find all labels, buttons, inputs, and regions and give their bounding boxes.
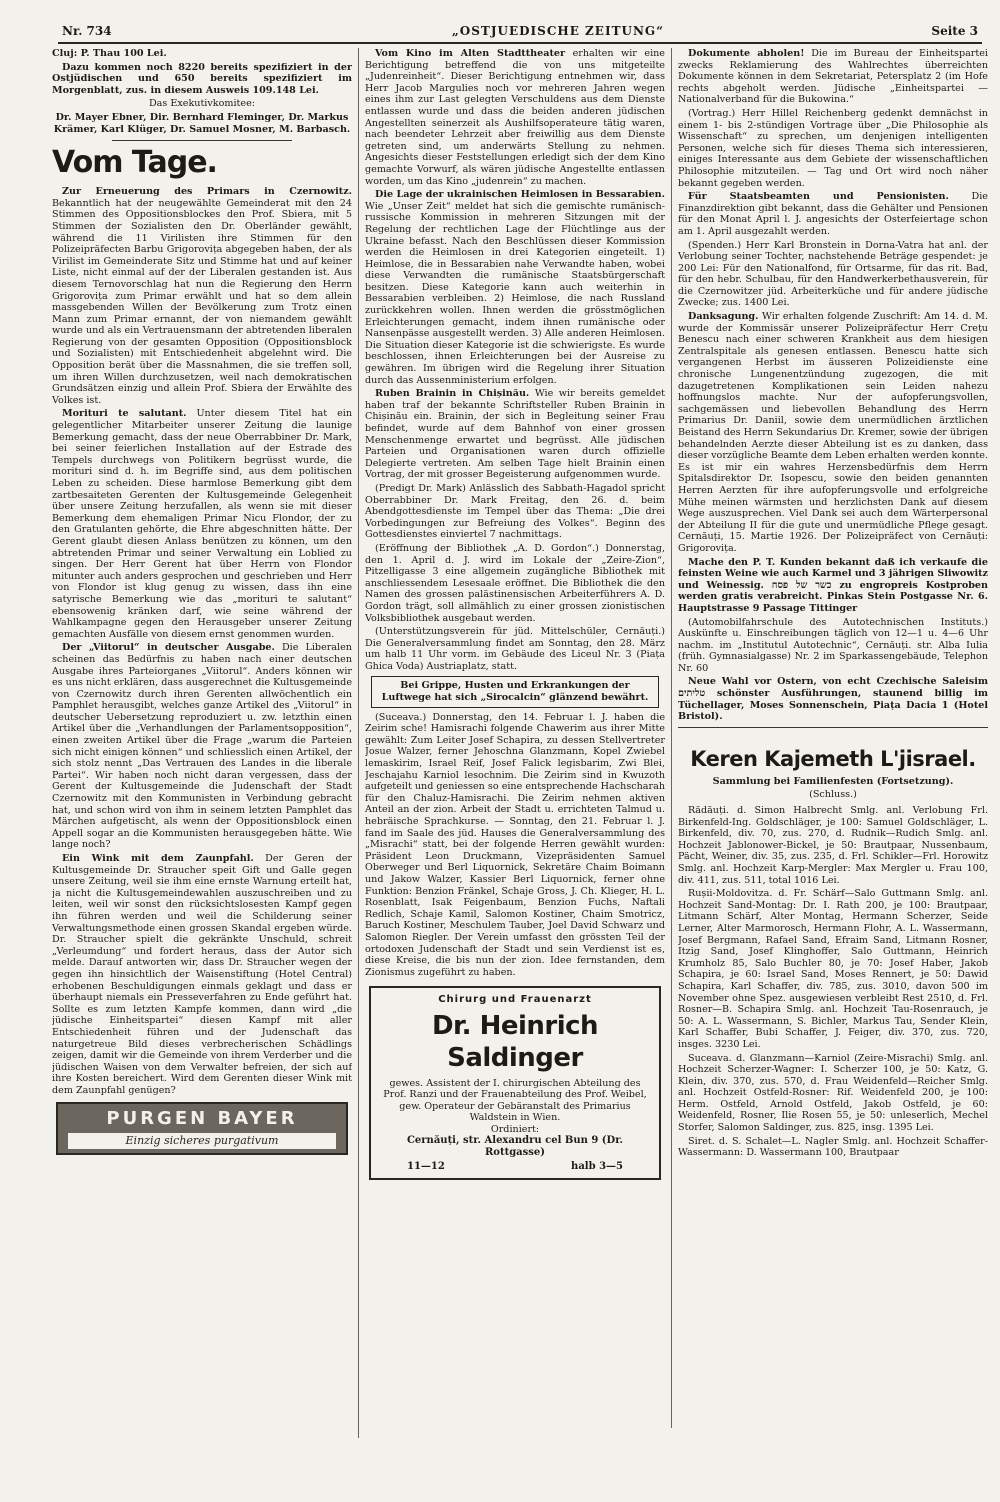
ad-slogan: Einzig sicheres purgativum bbox=[68, 1133, 336, 1149]
notice: (Suceava.) Donnerstag, den 14. Februar l. J. haben die Zeirim sche! Hamisrachi folgende Chawerim aus ihrer Mitte gewählt: Zum Leiter Josef Schapira, zu dessen Stellvertreter Josue Walzer, ferner Jehoschna Glanzmann, Kopel Zwiebel lemaskirim, Israel Reif, Josef Falick legisbarim, Zwi Blei, Jeschajahu Karniol lesochnim. Die Zeirim sind in Kwuzoth aufgeteilt und geniessen so eine entsprechende Hachscharah für den Chaluz-Hamisrachi. Die Zeirim nehmen aktiven Anteil an der zion. Arbeit der Stadt u. errichteten Talmud u. hebräische Sprachkurse. — Sonntag, den 21. Februar l. J. fand im Saale des jüd. Hauses die Generalversammlung des „Misrachi“ statt, bei der folgende Herren gewählt wurden: Präsident Leon Druckmann, Vizepräsidenten Samuel Oberweger und Berl Liquornick, Sekretäre Chaim Boimann und Jakow Walzer, Kassier Berl Liquornick, ferner ohne Funktion: Benzion Fränkel, Schaje Gross, J. Ch. Klieger, H. L. Rosenblatt, Isak Feigenbaum, Benzion Fuchs, Naftali Redlich, Schaje Kamil, Salomon Kostiner, Chaim Smotricz, Baruch Kostiner, Meschulem Tauber, Joel David Schwarz und Salomon Riegler. Der Verein umfasst den grössten Teil der ortodoxen Judenschaft der Stadt und sein Verdienst ist es, diese Kreise, die bis nun der zion. Idee fernstanden, dem Zionismus zugeführt zu haben. bbox=[365, 711, 665, 978]
article bbox=[365, 388, 665, 481]
article-headline: Die Lage der ukrainischen Heimlosen in Bessarabien. bbox=[375, 189, 665, 201]
section-title: Vom Tage. bbox=[52, 145, 217, 181]
article-body: Bekanntlich hat der neugewählte Gemeinderat mit den 24 Stimmen des Oppositionsblockes den Prof. Sbiera, mit 5 Stimmen der Sozialisten den Dr. Oberländer gewählt, während die 11 Virilisten ihre Stimmen für den Polizeipräfecten Barbu Grigorovița abgegeben haben, der als Virilist im Gemeinderate Sitz und Stimme hat und auf keiner Liste, nicht einmal auf der der Liberalen gestanden ist. Aus diesem Ternovorschlag hat nun die Regierung den Herrn Grigorovița zum Primar erwählt und hat so dem allein massgebenden Willen der Bevölkerung zum Trotz einen Mann zum Primar ernannt, der von niemandem gewählt wurde und als ein Vertrauensmann der abtretenden liberalen Regierung von der gesamten Opposition (Oppositionsblock und Sozialisten) mit Entschiedenheit abgelehnt wird. Die Opposition berät über die Massnahmen, die sie treffen soll, um ihren Willen durchzusetzen, weil nach demokratischen Grundsätzen einzig und allein Prof. Sbiera der Erwählte des Volkes ist. bbox=[52, 197, 352, 406]
ad-office-hours bbox=[377, 1159, 653, 1173]
committee-heading: Das Exekutivkomitee: bbox=[148, 98, 255, 110]
article-headline: Dokumente abholen! bbox=[688, 48, 805, 59]
donation-summary: Dazu kommen noch 8220 bereits spezifiziert in der Ostjüdischen und 650 bereits spezifiziert im Morgenblatt, zus. in diesem Ausweis 109.148 Lei. bbox=[52, 61, 352, 96]
article-body: Wir erhalten folgende Zuschrift: Am 14. d. M. wurde der Kommissär unserer Polizeipräfectur Herr Crețu Benescu nach einer schweren Krankheit aus dem hiesigen Zentralspitale als genesen entlassen. Benescu hatte sich vergangenen Herbst im äusseren Polizeidienste eine chronische Lungenentzündung zugezogen, die mit dazugetretenen Komplikationen sein Leiden nahezu hoffnungslos machte. Nur der aufopferungsvollen, sachgemässen und liebevollen Behandlung des Herrn Primarius Dr. Daniil, sowie dem unermüdlichen ärztlichen Beistand des Herrn Sekundarius Dr. Kremer, sowie der übrigen behandelnden Aerzte dieser Abteilung ist es zu danken, dass dieser vorzügliche Beamte dem Leben erhalten werden konnte. Es ist mir ein wahres Herzensbedürfnis dem Herrn Spitalsdirektor Dr. Isopescu, sowie den beiden genannten Herren Aerzten für ihre aufopferungsvolle und erfolgreiche Mühe meinen wärmsten und herzlichsten Dank auf diesem Wege auszusprechen. Viel Dank sei auch dem Wärterpersonal der Abteilung II für die gute und unermüdliche Pflege gesagt. Cernăuți, 15. Martie 1926. Der Polizeipräfect von Cernăuți: Grigorovița. bbox=[678, 311, 988, 554]
committee-members: Dr. Mayer Ebner, Dir. Bernhard Fleminger, Dr. Markus Krämer, Karl Klüger, Dr. Samuel Mosner, M. Barbasch. bbox=[53, 111, 351, 135]
newspaper-title: „OSTJUEDISCHE ZEITUNG“ bbox=[451, 24, 665, 38]
ad-ordiniert-label: Ordiniert: bbox=[490, 1123, 540, 1135]
article-body: Wie wir bereits gemeldet haben traf der bekannte Schriftsteller Ruben Brainin in Chișinău ein. Brainin, der sich in Begleitung seiner Frau befindet, wurde auf dem Bahnhof von einer grossen Menschenmenge erwartet und begrüsst. Alle jüdischen Parteien und Organisationen waren durch offizielle Delegierte vertreten. Am selben Tage hielt Brainin einen Vortrag, der mit grosser Begeisterung aufgenommen wurde. bbox=[365, 388, 665, 481]
issue-number: Nr. 734 bbox=[62, 24, 112, 38]
ad-hours-morning: 11—12 bbox=[407, 1160, 445, 1172]
wine-advertisement: Mache den P. T. Kunden bekannt daß ich verkaufe die feinsten Weine wie auch Karmel und 3 jährigen Sliwowitz und Weinessig. כשר של פסח zu engropreis Kostproben werden gratis verabreicht. Pinkas Stein Postgasse Nr. 6. Hauptstrasse 9 Passage Tittinger bbox=[678, 556, 988, 614]
article-body: Die Finanzdirektion gibt bekannt, dass die Gehälter und Pensionen für den Monat April l. J. angesichts der Osterfeiertage schon am 1. April ausgezahlt werden. bbox=[678, 191, 988, 237]
article bbox=[365, 189, 665, 386]
purgen-advertisement bbox=[56, 1102, 348, 1155]
separator bbox=[678, 727, 988, 728]
article bbox=[678, 311, 988, 554]
article-headline: Morituri te salutant. bbox=[62, 408, 187, 420]
article-headline: Danksagung. bbox=[688, 311, 759, 323]
notice: (Spenden.) Herr Karl Bronstein in Dorna-Vatra hat anl. der Verlobung seiner Tochter, nachstehende Beträge gespendet: je 200 Lei: Für den Nationalfond, für Ortsarme, für das rit. Bad, für den hebr. Schulbau, für den Handwerkerbethausverein, für die Czernowitzer jüd. Arbeiterküche und für andere jüdische Zwecke; zus. 1400 Lei. bbox=[678, 239, 988, 309]
page-header bbox=[58, 22, 982, 44]
column-middle bbox=[365, 48, 665, 1468]
ad-profession: Chirurg und Frauenarzt bbox=[438, 994, 592, 1006]
article-body: erhalten wir eine Berichtigung betreffend die von uns mitgeteilte „Judenreinheit“. Dieser Berichtigung entnehmen wir, dass Herr Jacob Margulies noch vor mehreren Jahren wegen eines ihm zur Last gelegten Verschuldens aus dem Dienste entlassen wurde und dass die beiden anderen jüdischen Angestellten seinerzeit als Aushilfsoperateure tätig waren, nach beendeter Lehrzeit aber freiwillig aus dem Dienste getreten sind, um anderwärts Stellung zu nehmen. Angesichts dieser Feststellungen erledigt sich der dem Kino gemachte Vorwurf, als wären jüdische Angestellte entlassen worden, um das Kino „judenrein“ zu machen. bbox=[365, 48, 665, 187]
collection-entry: Rușii-Moldovitza. d. Fr. Schärf—Salo Guttmann Smlg. anl. Hochzeit Sand-Montag: Dr. I. Rath 200, je 100: Brautpaar, Litmann Schärf, Alter Montag, Hermann Scherzer, Seide Lerner, Alter Marmorosch, Hermann Flohr, A. L. Wassermann, Josef Bergmann, Rafael Sand, Efraim Sand, Litmann Rosner, Itzig Sand, Josef Klinghoffer, Salo Guttmann, Heinrich Krumholz 85, Salo Buchler 80, je 70: Josef Haber, Jakob Schapira, je 60: Israel Sand, Moses Rennert, je 50: Dawid Schapira, Karl Schaffer, div. 785, zus. 3010, davon 500 im November ohne Spez. ausgewiesen verbleibt Rest 2510, d. Frl. Rosner—B. Schapira Smlg. anl. Hochzeit Tau-Rosenrauch, je 50: A. L. Wassermann, S. Bichler, Markus Tau, Sender Klein, Karl Schaffer, Bubi Schaffer, J. Feiger, div. 370, zus. 720, insges. 3230 Lei. bbox=[678, 888, 988, 1050]
article bbox=[52, 408, 352, 640]
ad-brand: PURGEN BAYER bbox=[106, 1108, 298, 1130]
article bbox=[678, 191, 988, 237]
ad-doctor-name: Dr. Heinrich Saldinger bbox=[431, 1010, 599, 1073]
ad-hours-afternoon: halb 3—5 bbox=[571, 1160, 623, 1172]
collection-entry: Siret. d. S. Schalet—L. Nagler Smlg. anl. Hochzeit Schaffer-Wassermann: D. Wassermann 100, Brautpaar bbox=[678, 1135, 988, 1159]
donation-line: Cluj: P. Thau 100 Lei. bbox=[52, 48, 167, 59]
ad-credentials: gewes. Assistent der I. chirurgischen Abteilung des Prof. Ranzi und der Frauenabteilung des Prof. Weibel, gew. Operateur der Gebäranstalt des Primarius Waldstein in Wien. bbox=[383, 1077, 647, 1124]
article-body: Die Liberalen scheinen das Bedürfnis zu haben nach einer deutschen Ausgabe ihres Parteiorganes „Viitorul“. Anders können wir es uns nicht erklären, dass ausgerechnet die Kultusgemeinde von Czernowitz durch ihren Gerenten allwöchentlich ein Pamphlet herausgibt, welches ganze Artikel des „Viitorul“ in deutscher Uebersetzung reproduziert u. zw. letzthin einen Artikel über die „Verhandlungen der Parlamentsopposition“, einen zweiten Artikel über die Frage „warum die Parteien sich nicht einigen können“ und schliesslich einen Artikel, der sich stolz nennt „Das Vertrauen des Landes in die liberale Partei“. Wir haben noch nicht daran vergessen, dass der Gerent der Kultusgemeinde die Judenschaft der Stadt Czernowitz mit den Kommunisten in Verbindung gebracht hat, und schon wird von ihm in seinem letzten Pamphlet das Märchen aufgetischt, als wenn der Oppositionsblock einen Appell sogar an die Kommunisten herausgegeben hätte. Wie lange noch? bbox=[52, 642, 352, 851]
article bbox=[52, 853, 352, 1096]
article-headline: Zur Erneuerung des Primars in Czernowitz. bbox=[62, 186, 352, 198]
article-body: Die im Bureau der Einheitspartei zwecks Reklamierung des Wahlrechtes überreichten Dokumente können in dem Sekretariat, Petersplatz 2 (im Hofe rechts abgeholt werden. Jüdische „Einheitspartei — Nationalverband für die Bukowina.“ bbox=[678, 48, 988, 106]
collection-note: (Schluss.) bbox=[809, 789, 857, 801]
article-body: Der Geren der Kultusgemeinde Dr. Straucher speit Gift und Galle gegen unsere Zeitung, weil sie ihm eine ernste Warnung erteilt hat, ja nicht die Kultusgemeindewahlen auszuschreiben und zu leiten, weil wir sonst den rücksichtslosesten Kampf gegen ihn führen werden und weil die Schilderung seiner Verwaltungsmethode einen grossen Skandal ergeben würde. Dr. Straucher spielt die gekränkte Unschuld, schreit „Verleumdung“ und fordert heraus, dass der Autor sich melde. Darauf antworten wir, dass Dr. Straucher wegen der gegen ihn hinsichtlich der Waisenstiftung (Hotel Central) erhobenen Beschuldigungen einmals geklagt und dass er überhaupt niemals ein Presseverfahren zu Ende geführt hat. Sollte es zum letzten Kampfe kommen, dann wird „die jüdische Einheitspartei“ diesen Kampf mit aller Entschiedenheit führen und der Judenschaft das naturgetreue Bild dieses verbrecherischen Schädlings zeigen, damit wir die Gemeinde von ihrem Verderber und die jüdischen Waisen von dem Verwalter befreien, der sich auf ihre Kosten bereichert. Wird dem Gerenten dieser Wink mit dem Zaunpfahl genügen? bbox=[52, 853, 352, 1096]
notice: (Unterstützungsverein für jüd. Mittelschüler, Cernăuți.) Die Generalversammlung findet am Sonntag, den 28. März um halb 11 Uhr vorm. im Gebäude des Liceul Nr. 3 (Piața Ghica Voda) Austriaplatz, statt. bbox=[365, 626, 665, 672]
separator bbox=[112, 140, 292, 141]
column-divider bbox=[671, 48, 672, 1428]
notice: (Automobilfahrschule des Autotechnischen Instituts.) Auskünfte u. Einschreibungen täglich von 12—1 u. 4—6 Uhr nachm. im „Institutul Autotechnic“, Cernăuți. str. Alba Iulia (früh. Gymnasialgasse) Nr. 2 im Sparkassengebäude, Telephon Nr. 60 bbox=[678, 616, 988, 674]
article bbox=[365, 48, 665, 187]
article-body: Unter diesem Titel hat ein gelegentlicher Mitarbeiter unserer Zeitung die launige Bemerkung gemacht, dass der neue Oberrabbiner Dr. Mark, bei seiner feierlichen Installation auf der Estrade des Tempels durchwegs von Politikern begrüsst wurde, die morituri sind d. h. im Begriffe sind, aus dem politischen Leben zu scheiden. Diese harmlose Bemerkung gibt dem zartbesaiteten Gerenten der Kultusgemeinde Gelegenheit über unsere Zeitung herzufallen, als wenn sie mit dieser Bemerkung dem ehemaligen Primar Nicu Flondor, der zu den Gratulanten gehörte, die Ehre abgeschnitten hätte. Der Gerent glaubt diesen Anlass benützen zu können, um den abtretenden Primar und seiner Verwaltung ein Loblied zu singen. Der Herr Gerent hat über Herrn von Flondor mitunter auch anders gesprochen und geschrieben und Herr von Flondor ist klug genug zu wissen, dass ihn eine satyrische Bemerkung wie das „morituri te salutant“ ebensowenig kränken darf, wie seine während der Wahlkampagne gegen den Herausgeber unserer Zeitung gemachten Ausfälle von diesem ernst genommen wurden. bbox=[52, 408, 352, 640]
article-headline: Ein Wink mit dem Zaunpfahl. bbox=[62, 853, 254, 864]
keren-kajemeth-title: Keren Kajemeth L'jisrael. bbox=[690, 746, 976, 771]
article-headline: Für Staatsbeamten und Pensionisten. bbox=[688, 191, 949, 203]
article-headline: Ruben Brainin in Chișinău. bbox=[375, 388, 530, 400]
article bbox=[52, 186, 352, 406]
tallit-advertisement: Neue Wahl vor Ostern, von echt Czechische Saleisim טליתים schönster Ausführungen, staunend billig im Tüchellager, Moses Sonnenschein, Piața Dacia 1 (Hotel Bristol). bbox=[678, 676, 988, 723]
column-divider bbox=[358, 48, 359, 1438]
column-right bbox=[678, 48, 988, 1468]
column-left bbox=[52, 48, 352, 1428]
article bbox=[52, 642, 352, 851]
article-headline: Vom Kino im Alten Stadttheater bbox=[375, 48, 566, 59]
article-body: Wie „Unser Zeit“ meldet hat sich die gemischte rumänisch-russische Kommission in mehreren Sitzungen mit der Regelung der rechtlichen Lage der Flüchtlinge aus der Ukraine befasst. Nach den Beschlüssen dieser Kommission werden die Heimlosen in drei Kategorien eingeteilt. 1) Heimlose, die in Bessarabien nahe Verwandte haben, wobei diese Verwandten die rumänische Staatsbürgerschaft besitzen. Diese Kategorie kann auch weiterhin in Bessarabien verbleiben. 2) Heimlose, die nach Russland zurückkehren wollen. Ihnen werden die grösstmöglichen Erleichterungen gemacht, indem ihnen rumänische oder Nansenpässe ausgestellt werden. 3) Alle anderen Heimlosen. Die Situation dieser Kategorie ist die schwierigste. Es wurde beschlossen, ihnen Erleichterungen bei der Ausreise zu gewähren. Im übrigen wird die Regelung ihrer Situation durch das Aussenministerium erfolgen. bbox=[365, 200, 665, 386]
collection-subtitle: Sammlung bei Familienfesten (Fortsetzung). bbox=[712, 775, 954, 787]
collection-entry: Rădăuți. d. Simon Halbrecht Smlg. anl. Verlobung Frl. Birkenfeld-Ing. Goldschläger, je 100: Samuel Goldschläger, L. Birkenfeld, div. 70, zus. 270, d. Rudnik—Rudich Smlg. anl. Hochzeit Jablonower-Bickel, je 50: Brautpaar, Nussenbaum, Pächt, Weiner, div. 35, zus. 235, d. Frl. Schikler—Frl. Horowitz Smlg. anl. Hochzeit Karp-Mergler: Max Mergler u. Frau 100, div. 411, zus. 511, total 1016 Lei. bbox=[678, 805, 988, 886]
article-headline: Der „Viitorul“ in deutscher Ausgabe. bbox=[62, 642, 275, 654]
ad-address: Cernăuți, str. Alexandru cel Bun 9 (Dr. Rottgasse) bbox=[406, 1135, 624, 1158]
notice: (Predigt Dr. Mark) Anlässlich des Sabbath-Hagadol spricht Oberrabbiner Dr. Mark Freitag, den 26. d. beim Abendgottesdienste im Tempel über das Thema: „Die drei Vorbedingungen zur Befreiung des Volkes“. Beginn des Gottesdienstes einviertel 7 nachmittags. bbox=[365, 482, 665, 541]
notice: (Eröffnung der Bibliothek „A. D. Gordon“.) Donnerstag, den 1. April d. J. wird im Lokale der „Zeire-Zion“, Pitzelligasse 3 eine allgemein zugängliche Bibliothek mit anschliessendem Lesesaale eröffnet. Die Bibliothek die den Namen des grossen palästinensischen Arbeiterführers A. D. Gordon trägt, soll allmählich zu einer grossen zionistischen Volksbibliothek ausgebaut werden. bbox=[365, 542, 665, 624]
article bbox=[678, 48, 988, 106]
notice: (Vortrag.) Herr Hillel Reichenberg gedenkt demnächst in einem 1- bis 2-stündigen Vortrage über „Die Philosophie als Wissenschaft“ zu sprechen, um denjenigen intelligenten Personen, welche sich für dieses Thema sich interessieren, einiges Interessante aus dem Gebiete der wissenschaftlichen Philosophie mitzuteilen. — Tag und Ort wird noch näher bekannt gegeben werden. bbox=[678, 107, 988, 189]
collection-entry: Suceava. d. Glanzmann—Karniol (Zeire-Misrachi) Smlg. anl. Hochzeit Scherzer-Wagner: I. Scherzer 100, je 50: Katz, G. Klein, div. 370, zus. 570, d. Frau Weidenfeld—Reicher Smlg. anl. Hochzeit Ostfeld-Rosner: Rif. Weidenfeld 200, je 100: Herm. Ostfeld, Arnold Ostfeld, Jakob Ostfeld, je 60: Weidenfeld, Rosner, Ilie Rosen 55, je 50: unleserlich, Mechel Storfer, Salomon Saldinger, zus. 825, insg. 1395 Lei. bbox=[678, 1052, 988, 1134]
sirocalcin-advertisement: Bei Grippe, Husten und Erkrankungen der Luftwege hat sich „Sirocalcin“ glänzend bewährt. bbox=[371, 676, 659, 707]
page-number: Seite 3 bbox=[931, 24, 978, 38]
doctor-advertisement bbox=[369, 986, 661, 1180]
